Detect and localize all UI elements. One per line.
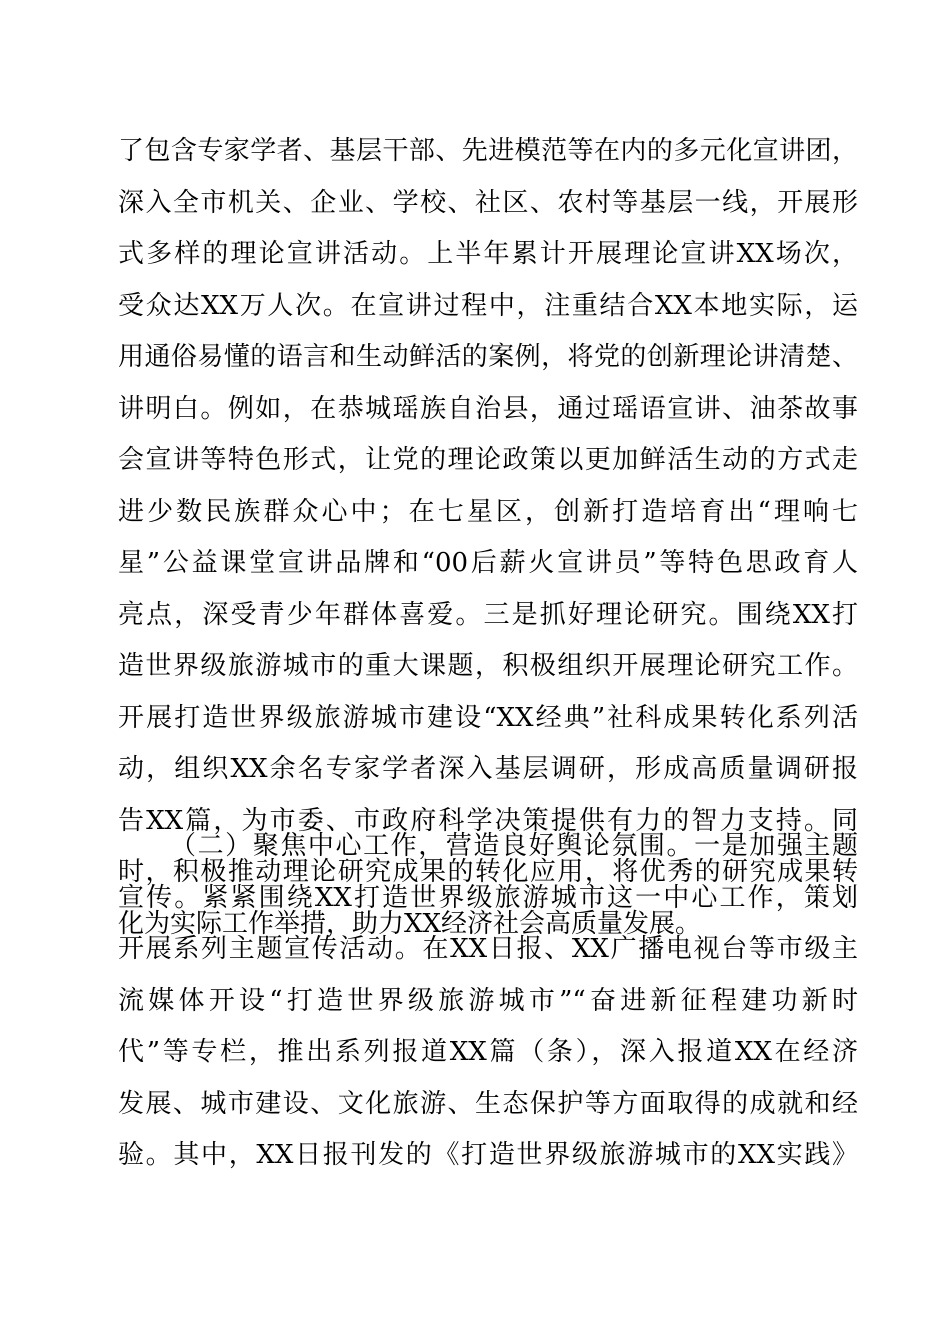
text-line: 受众达XX万人次。在宣讲过程中，注重结合XX本地实际，运 [118,290,858,321]
text-line: 发展、城市建设、文化旅游、生态保护等方面取得的成就和经 [118,1088,858,1119]
text-line: 宣传。紧紧围绕XX打造世界级旅游城市这一中心工作，策划 [118,882,858,913]
text-line: 化为实际工作举措，助力XX经济社会高质量发展。 [118,908,702,939]
text-line: 亮点，深受青少年群体喜爱。三是抓好理论研究。围绕XX打 [118,599,858,630]
text-line: 时，积极推动理论研究成果的转化应用，将优秀的研究成果转 [118,857,858,887]
text-line: 开展打造世界级旅游城市建设“XX经典”社科成果转化系列活 [118,702,858,733]
text-line: 了包含专家学者、基层干部、先进模范等在内的多元化宣讲团， [118,136,858,166]
text-line: 验。其中，XX日报刊发的《打造世界级旅游城市的XX实践》 [118,1140,858,1170]
text-line: 讲明白。例如，在恭城瑶族自治县，通过瑶语宣讲、油茶故事 [118,393,858,424]
text-line: 深入全市机关、企业、学校、社区、农村等基层一线，开展形 [118,187,858,218]
text-line: 会宣讲等特色形式，让党的理论政策以更加鲜活生动的方式走 [118,445,858,475]
text-line: 进少数民族群众心中；在七星区，创新打造培育出“理响七 [118,496,858,527]
text-line: 星”公益课堂宣讲品牌和“00后薪火宣讲员”等特色思政育人 [118,548,858,578]
text-line: 代”等专栏，推出系列报道XX篇（条），深入报道XX在经济 [118,1037,858,1067]
text-line: 流媒体开设“打造世界级旅游城市”“奋进新征程建功新时 [118,985,858,1016]
text-line: 造世界级旅游城市的重大课题，积极组织开展理论研究工作。 [118,651,858,681]
text-line: 用通俗易懂的语言和生动鲜活的案例，将党的创新理论讲清楚、 [118,342,858,372]
section-heading-line: （二）聚焦中心工作，营造良好舆论氛围。一是加强主题 [170,831,858,861]
text-line: 告XX篇，为市委、市政府科学决策提供有力的智力支持。同 [118,805,858,836]
text-line: 开展系列主题宣传活动。在XX日报、XX广播电视台等市级主 [118,934,858,964]
text-line: 动，组织XX余名专家学者深入基层调研，形成高质量调研报 [118,754,858,784]
text-line: 式多样的理论宣讲活动。上半年累计开展理论宣讲XX场次， [118,239,858,269]
paragraph-central-work [118,821,858,1182]
